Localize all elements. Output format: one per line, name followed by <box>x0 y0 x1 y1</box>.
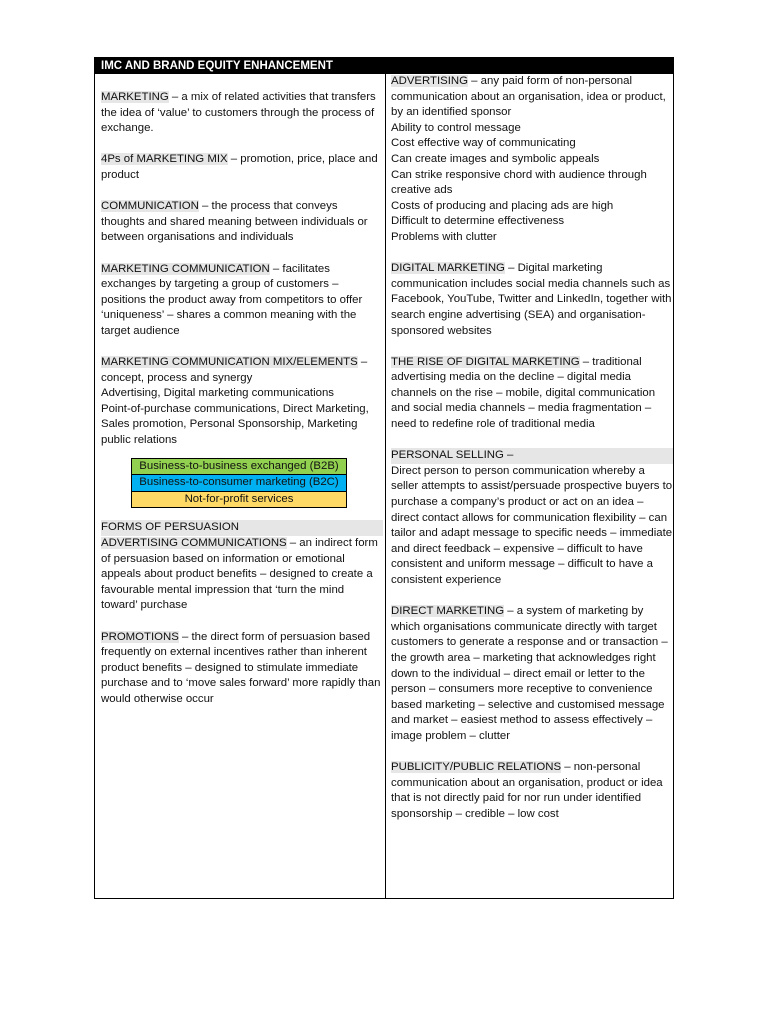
forms-heading: FORMS OF PERSUASION <box>101 520 383 536</box>
marcom-text: – facilitates exchanges by targeting a group of customers – positions the product away from competitors to offer ‘uniqueness’ – shares a common meaning with the target audience <box>101 262 363 337</box>
four-ps-definition <box>101 152 383 183</box>
marcom-definition <box>101 262 383 340</box>
marcom-mix-term: MARKETING COMMUNICATION MIX/ELEMENTS <box>101 356 358 369</box>
direct-term: DIRECT MARKETING <box>391 605 505 618</box>
marcom-mix-definition <box>101 355 383 386</box>
adcom-definition <box>101 536 383 614</box>
advertising-point: Costs of producing and placing ads are high <box>391 199 614 212</box>
marcom-mix-line-3: Point-of-purchase communications, Direct Marketing, Sales promotion, Personal Sponsorship, Marketing public relations <box>101 402 369 447</box>
communication-text: – the process that conveys thoughts and shared meaning between individuals or between organisations and individuals <box>101 200 368 244</box>
advertising-definition <box>391 74 673 121</box>
advertising-term: ADVERTISING <box>391 75 469 87</box>
promotions-text: – the direct form of persuasion based frequently on external incentives rather than inherent product benefits – designed to stimulate immediate purchase and to ‘move sales forward’ more rapidly than would otherwise occur <box>101 630 381 705</box>
adcom-text: – an indirect form of persuasion based on information or emotional appeals about product benefits – designed to create a favourable mental impression that ‘turn the mind toward’ purchase <box>101 537 378 612</box>
advertising-point: Difficult to determine effectiveness <box>391 215 565 228</box>
four-ps-term: 4Ps of MARKETING MIX <box>101 153 228 166</box>
marcom-term: MARKETING COMMUNICATION <box>101 262 270 275</box>
publicity-text: – non-personal communication about an organisation, product or idea that is not directly paid for nor run under identified sponsorship – credible – low cost <box>391 761 663 820</box>
document-sheet <box>94 57 674 899</box>
promotions-definition <box>101 630 383 708</box>
marcom-mix-line-2: Advertising, Digital marketing communications <box>101 387 334 400</box>
communication-definition <box>101 199 383 246</box>
marketing-text: – a mix of related activities that transfers the idea of ‘value’ to customers through the process of exchange. <box>101 91 376 135</box>
advertising-text: – any paid form of non-personal communication about an organisation, idea or product, by an identified sponsor <box>391 75 666 119</box>
direct-text: – a system of marketing by which organisations communicate directly with target customers to generate a response and or transaction – the growth area – marketing that acknowledges right down to the individual – direct email or letter to the person – consumers more receptive to convenience based marketing – selective and customised message and market – easiest method to assess effectively – image problem – clutter <box>391 605 668 742</box>
advertising-point: Cost effective way of communicating <box>391 137 576 150</box>
rise-term: THE RISE OF DIGITAL MARKETING <box>391 355 580 368</box>
personal-selling-term: PERSONAL SELLING – <box>391 448 673 464</box>
publicity-definition <box>391 760 673 822</box>
four-ps-text: – promotion, price, place and product <box>101 153 378 181</box>
advertising-point: Can strike responsive chord with audience through creative ads <box>391 168 647 197</box>
marketing-term: MARKETING <box>101 91 169 103</box>
marketing-definition <box>101 90 383 137</box>
adcom-term: ADVERTISING COMMUNICATIONS <box>101 537 287 550</box>
promotions-term: PROMOTIONS <box>101 630 179 643</box>
digital-text: – Digital marketing communication includes social media channels such as Facebook, YouTube, Twitter and LinkedIn, together with search engine advertising (SEA) and organisation-sponsored websites <box>391 262 672 337</box>
left-column <box>101 90 383 723</box>
right-column <box>391 74 673 838</box>
exchange-types-box <box>131 458 347 509</box>
digital-definition <box>391 261 673 339</box>
direct-definition <box>391 604 673 744</box>
communication-term: COMMUNICATION <box>101 200 199 213</box>
b2b-cell: Business-to-business exchanged (B2B) <box>132 459 346 476</box>
personal-selling-text: Direct person to person communication whereby a seller attempts to assist/persuade prospective buyers to purchase a company’s product or act on an idea – direct contact allows for communication flexibility – can tailor and adapt message to specific needs – immediate and direct feedback – expensive – difficult to have consistent and uniform message – difficult to have a consistent experience <box>391 464 673 586</box>
document-title: IMC AND BRAND EQUITY ENHANCEMENT <box>95 58 385 74</box>
advertising-point: Problems with clutter <box>391 230 497 243</box>
advertising-point: Ability to control message <box>391 121 521 134</box>
marcom-mix-text: – concept, process and synergy <box>101 356 368 384</box>
rise-text: – traditional advertising media on the decline – digital media channels on the rise – mobile, digital communication and social media channels – media fragmentation – need to redefine role of traditional media <box>391 355 656 431</box>
advertising-point: Can create images and symbolic appeals <box>391 152 600 165</box>
title-bar-fill <box>385 58 673 74</box>
publicity-term: PUBLICITY/PUBLIC RELATIONS <box>391 761 562 774</box>
nfp-cell: Not-for-profit services <box>132 492 346 508</box>
rise-definition <box>391 355 673 433</box>
column-divider <box>385 74 386 898</box>
b2c-cell: Business-to-consumer marketing (B2C) <box>132 475 346 492</box>
digital-term: DIGITAL MARKETING <box>391 262 505 275</box>
persuasion-section <box>101 520 383 707</box>
